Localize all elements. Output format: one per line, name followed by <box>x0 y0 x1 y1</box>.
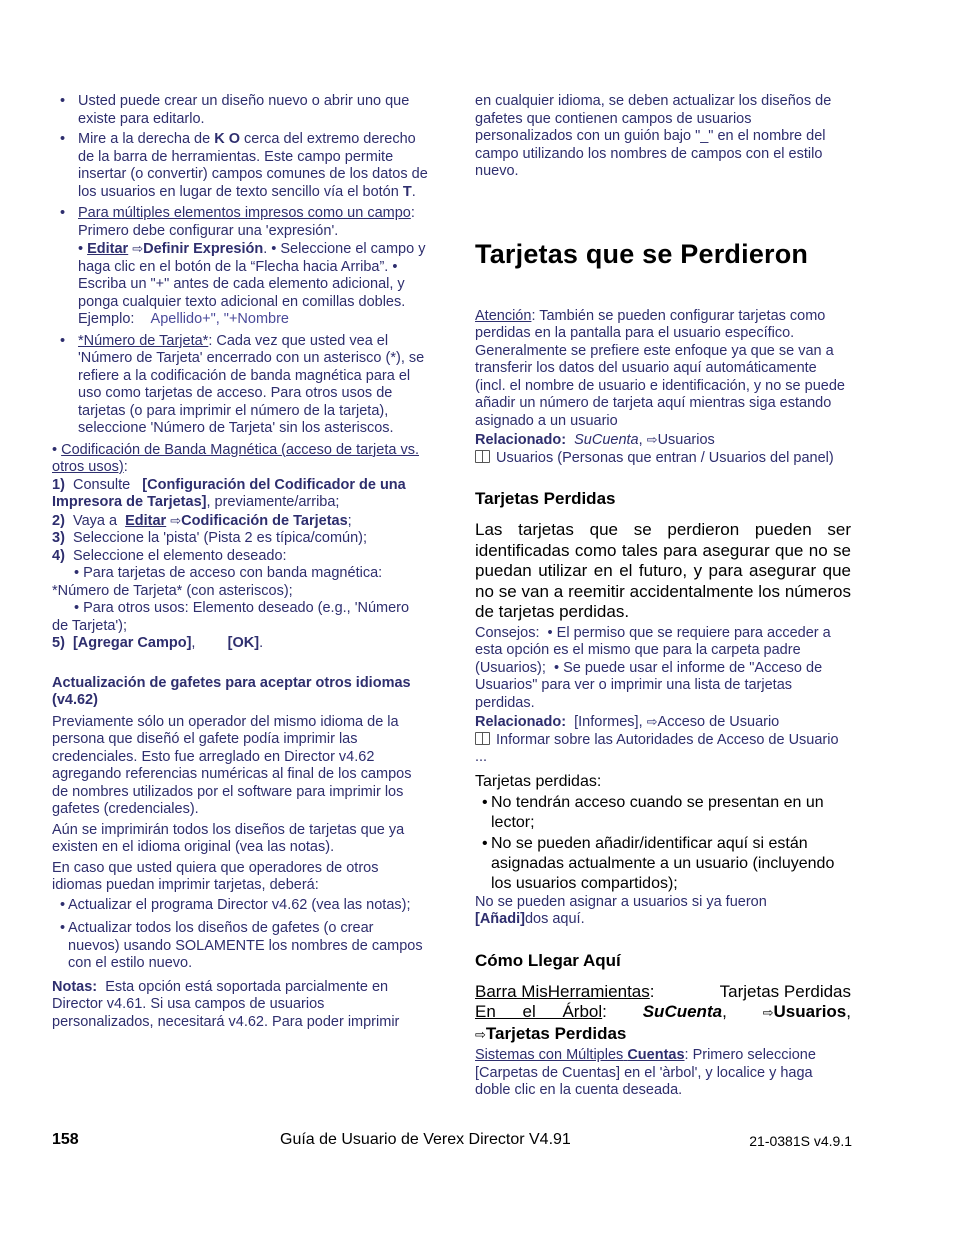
acceso-usuario-link[interactable]: Acceso de Usuario <box>657 714 780 730</box>
lost-cards-paragraph: Las tarjetas que se perdieron pueden ser identificadas como tales para asegurar que no se puedan utilizar en el futuro, y para asegurar que no se van a reemitir accidentalmente los números de tarjetas perdidas. <box>475 520 851 621</box>
arrow-right-icon: ⇨ <box>646 714 658 729</box>
card-number-item: • *Número de Tarjeta*: Cada vez que usted vea el 'Número de Tarjeta' encerrado con un asterisco (*), se refiere a la codificación de banda magnética para el uso como tarjetas de acceso. Para otros usos de tarjetas (o para imprimir el número de la tarjeta), seleccione 'Número de Tarjeta' sin los asteriscos. <box>52 333 428 438</box>
update-steps-list <box>52 897 428 973</box>
add-field-button-ref: [Agregar Campo] <box>72 635 192 651</box>
book-icon <box>475 732 490 745</box>
attention-link[interactable]: Atención <box>475 307 532 324</box>
mag-stripe-section: • Codificación de Banda Magnética (acceso de tarjeta vs. otros usos): 1) Consulte [Configuración del Codificador de una Impresora de Tarjetas], previamente/arriba; 2) Vaya a Editar ⇨Codificación de Tarjetas; 3) Seleccione la 'pista' (Pista 2 es típica/común); 4) Seleccione el elemento deseado: • Para tarjetas de acceso con banda magnética: *Número de Tarjeta* (con asteriscos); • Para otros usos: Elemento deseado (e.g., 'Número de Tarjeta'); 5) [Agregar Campo], [OK]. <box>52 442 428 653</box>
arrow-right-icon: ⇨ <box>762 1005 774 1020</box>
multi-element-item: • Para múltiples elementos impresos como un campo: Primero debe configurar una 'expresión'. • Editar ⇨Definir Expresión. • Seleccione el campo y haga clic en el botón de la “Flecha hacia Arriba”. • Escriba un "+" antes de cada elemento adicional, y ponga cualquier texto adicional en comillas dobles. Ejemplo: Apellido+", "+Nombre <box>52 205 428 333</box>
tree-node-sucuenta[interactable]: SuCuenta <box>642 1002 723 1021</box>
list-item: • Mire a la derecha de K O cerca del extremo derecho de la barra de herramientas. Este campo permite insertar (o convertir) campos comunes de los datos de los usuarios en lugar de texto sencillo vía el botón T. <box>52 131 428 205</box>
continued-note: en cualquier idioma, se deben actualizar los diseños de gafetes que contienen campos de usuarios personalizados con un guión bajo "_" en el nombre del campo utilizando los nombres de campos con el estilo nuevo. <box>475 93 832 179</box>
arrow-right-icon: ⇨ <box>170 512 182 528</box>
page-footer <box>52 1131 852 1153</box>
section-heading: Cómo Llegar Aquí <box>475 950 621 970</box>
book-icon <box>475 450 490 463</box>
multi-account-link[interactable]: Sistemas con Múltiples Cuentas <box>475 1047 685 1063</box>
editar-menu-link[interactable]: Editar <box>125 512 167 529</box>
card-number-link[interactable]: *Número de Tarjeta* <box>78 332 209 349</box>
document-code: 21-0381S v4.9.1 <box>749 1133 852 1149</box>
section-heading: Tarjetas Perdidas <box>475 489 616 508</box>
navigation-paths: Barra MisHerramientas: Tarjetas Perdidas En el Árbol: SuCuenta, ⇨Usuarios, ⇨Tarjetas Perdidas <box>475 981 851 1043</box>
arrow-right-icon: ⇨ <box>132 241 144 256</box>
book-reference[interactable]: Informar sobre las Autoridades de Acceso de Usuario ... <box>475 731 839 765</box>
tree-node-usuarios[interactable]: Usuarios <box>773 1002 847 1021</box>
lost-cards-list: Tarjetas perdidas: • No tendrán acceso cuando se presentan en un lector; • No se pueden añadir/identificar aquí si están asignadas actualmente a un usuario (incluyendo los usuarios compartidos); <box>475 772 851 894</box>
related-links-1: Relacionado: SuCuenta, ⇨Usuarios Usuarios (Personas que entran / Usuarios del panel) <box>475 432 834 466</box>
tips-note: Consejos: • El permiso que se requiere para acceder a esta opción es el mismo que para la carpeta padre (Usuarios); • Se puede usar el informe de "Acceso de Usuarios" para ver o imprimir una lista de tarjetas perdidas. <box>475 625 851 713</box>
informes-link[interactable]: [Informes] <box>574 714 639 730</box>
book-reference[interactable]: Usuarios (Personas que entran / Usuarios del panel) <box>496 449 834 466</box>
list-item: • Actualizar el programa Director v4.62 (vea las notas); <box>52 897 428 915</box>
section-heading: Actualización de gafetes para aceptar otros idiomas (v4.62) <box>52 674 411 708</box>
related-links-2: Relacionado: [Informes], ⇨Acceso de Usuario Informar sobre las Autoridades de Acceso de Usuario ... <box>475 714 839 765</box>
sucuenta-link[interactable]: SuCuenta <box>574 432 639 448</box>
list-item: • Usted puede crear un diseño nuevo o abrir uno que existe para editarlo. <box>52 93 428 131</box>
multi-account-note: Sistemas con Múltiples Cuentas: Primero seleccione [Carpetas de Cuentas] en el 'àrbol', y localice y haga doble clic en la cuenta deseada. <box>475 1047 816 1098</box>
example-expression: Apellido+", "+Nombre <box>150 311 289 327</box>
toolbar-path-label: Barra MisHerramientas <box>475 981 650 1001</box>
arrow-right-icon: ⇨ <box>646 432 658 447</box>
intro-bullet-list <box>52 93 428 438</box>
assignment-note: No se pueden asignar a usuarios si ya fueron [Añadi]dos aquí. <box>475 893 767 927</box>
list-item: • No se pueden añadir/identificar aquí si están asignadas actualmente a un usuario (incluyendo los usuarios compartidos); <box>474 834 850 894</box>
toolbar-path-value[interactable]: Tarjetas Perdidas <box>719 981 851 1001</box>
multi-element-link[interactable]: Para múltiples elementos impresos como un campo <box>78 205 411 221</box>
page-title: Tarjetas que se Perdieron <box>475 238 809 269</box>
footer-title: Guía de Usuario de Verex Director V4.91 <box>280 1131 571 1148</box>
arrow-right-icon: ⇨ <box>475 1026 486 1042</box>
mag-stripe-link[interactable]: Codificación de Banda Magnética (acceso de tarjeta vs. otros usos) <box>52 441 419 475</box>
language-update-section: Actualización de gafetes para aceptar otros idiomas (v4.62) Previamente sólo un operador del mismo idioma de la persona que diseñó el gafete podía imprimir las credenciales. Esto fue arreglado en Director v4.62 agregando referencias numéricas al final de los campos de nombres utilizados por el software para imprimir los gafetes (credenciales). Aún se imprimirán todos los diseños de tarjetas que ya existen en el idioma original (vea las notas). En caso que usted quiera que operadores de otros idiomas puedan imprimir tarjetas, deberá: • Actualizar el programa Director v4.62 (vea las notas); • Actualizar todos los diseños de gafetes (o crear nuevos) usando SOLAMENTE los nombres de campos con el estilo nuevo. Notas: Esta opción está soportada parcialmente en Director v4.61. Si usa campos de usuarios personalizados, necesitará v4.62. Para poder imprimir <box>52 675 428 1032</box>
right-column <box>475 93 851 1100</box>
ok-button-ref: [OK] <box>227 635 260 651</box>
list-item: • No tendrán acceso cuando se presentan en un lector; <box>474 793 850 833</box>
attention-note: Atención: También se pueden configurar tarjetas como perdidas en la pantalla para el usuario específico. Generalmente se prefiere este enfoque ya que se van a transferir los datos del usuario aquí automáticamente (incl. el nombre de usuario e identificación, y no se puede añadir un número de tarjeta aquí mientras siga estando asignado a un usuario <box>475 307 845 429</box>
usuarios-link[interactable]: Usuarios <box>657 432 715 448</box>
tree-path-label: En el Árbol <box>475 1002 603 1021</box>
tree-node-tarjetas-perdidas[interactable]: Tarjetas Perdidas <box>485 1023 627 1043</box>
list-item: • Actualizar todos los diseños de gafetes (o crear nuevos) usando SOLAMENTE los nombres de campos con el estilo nuevo. <box>52 920 428 973</box>
editar-menu-link[interactable]: Editar <box>87 241 129 257</box>
left-column <box>52 93 428 1031</box>
page-number: 158 <box>52 1131 79 1148</box>
